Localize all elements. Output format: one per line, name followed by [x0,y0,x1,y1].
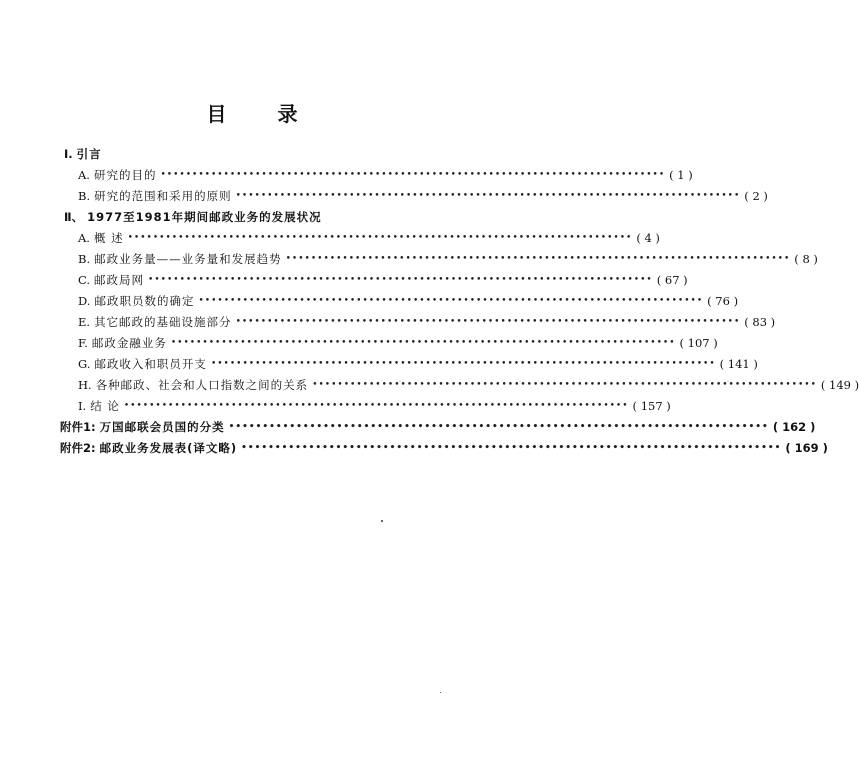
toc-entry-1b [64,185,768,206]
toc-number: G. [78,356,91,371]
toc-page-number: ( 157 ) [632,398,671,413]
toc-number: F. [78,335,88,350]
toc-label: 研究的目的 [93,167,157,182]
toc-label: 邮政业务发展表(译文略) [99,440,238,455]
toc-number: A. [78,167,90,182]
toc-page-number: ( 149 ) [820,377,859,392]
toc-entry-2f [64,332,718,353]
toc-page-number: ( 4 ) [636,230,660,245]
toc-section-2 [64,206,464,227]
toc-page-number: ( 162 ) [772,419,816,434]
leader-dots: •••••••••••••••••••••••••••••••••••••••••••••••••••••••••••••••••••••••••••••••• [235,190,741,201]
leader-dots: •••••••••••••••••••••••••••••••••••••••••••••••••••••••••••••••••••••••••••••••• [241,442,782,453]
toc-entry-2d [64,290,739,311]
leader-dots: •••••••••••••••••••••••••••••••••••••••••••••••••••••••••••••••••••••••••••••••• [148,274,653,285]
toc-page-number: ( 169 ) [785,440,828,455]
toc-entry-1a [64,164,693,185]
toc-appendix-1 [60,416,816,437]
leader-dots: •••••••••••••••••••••••••••••••••••••••••••••••••••••••••••••••••••••••••••••••• [127,232,633,243]
leader-dots: •••••••••••••••••••••••••••••••••••••••••••••••••••••••••••••••••••••••••••••••• [285,253,791,264]
toc-entry-2g [64,353,758,374]
leader-dots: •••••••••••••••••••••••••••••••••••••••••••••••••••••••••••••••••••••••••••••••• [228,421,769,432]
toc-number: B. [78,251,91,266]
toc-number: 附件2: [60,440,96,455]
toc-label: 引言 [76,146,102,161]
toc-label: 概 述 [93,230,124,245]
toc-label: 邮政业务量——业务量和发展趋势 [94,251,282,266]
toc-page-number: ( 2 ) [744,188,768,203]
toc-entry-2h [64,374,859,395]
toc-number: B. [78,188,91,203]
toc-entry-2c [64,269,688,290]
toc-entry-2i [64,395,671,416]
toc-page-number: ( 141 ) [719,356,758,371]
toc-label: 万国邮联会员国的分类 [99,419,225,434]
toc-section-1 [64,143,464,164]
toc-label: 各种邮政、社会和人口指数之间的关系 [95,377,309,392]
toc-label: 其它邮政的基础设施部分 [94,314,232,329]
toc-number: E. [78,314,91,329]
toc-entry-2e [64,311,776,332]
toc-label: 研究的范围和采用的原则 [94,188,232,203]
toc-number: C. [78,272,91,287]
page-title: 目 录 [206,102,320,126]
toc-label: 邮政金融业务 [91,335,167,350]
leader-dots: •••••••••••••••••••••••••••••••••••••••••••••••••••••••••••••••••••••••••••••••• [235,316,741,327]
toc-page-number: ( 76 ) [707,293,739,308]
toc-label: 1977至1981年期间邮政业务的发展状况 [87,209,322,224]
leader-dots: •••••••••••••••••••••••••••••••••••••••••••••••••••••••••••••••••••••••••••••••• [210,358,716,369]
toc-number: H. [78,377,92,392]
toc-number: A. [78,230,90,245]
toc-entry-2b [64,248,818,269]
scan-speck [381,520,383,522]
toc-label: 邮政收入和职员开支 [94,356,207,371]
scan-speck [440,692,441,693]
toc-appendix-2 [60,437,828,458]
toc-entry-2a [64,227,660,248]
toc-number: D. [78,293,91,308]
toc-page-number: ( 67 ) [656,272,688,287]
table-of-contents [60,143,859,458]
toc-number: I. [78,398,87,413]
toc-label: 邮政局网 [94,272,145,287]
leader-dots: •••••••••••••••••••••••••••••••••••••••••••••••••••••••••••••••••••••••••••••••• [312,379,817,390]
leader-dots: •••••••••••••••••••••••••••••••••••••••••••••••••••••••••••••••••••••••••••••••• [170,337,676,348]
toc-label: 邮政职员数的确定 [94,293,195,308]
toc-page-number: ( 1 ) [669,167,693,182]
toc-page-number: ( 8 ) [794,251,818,266]
toc-number: Ⅰ. [64,146,73,161]
leader-dots: •••••••••••••••••••••••••••••••••••••••••••••••••••••••••••••••••••••••••••••••• [198,295,704,306]
toc-page-number: ( 83 ) [744,314,776,329]
leader-dots: •••••••••••••••••••••••••••••••••••••••••••••••••••••••••••••••••••••••••••••••• [160,169,666,180]
toc-label: 结 论 [90,398,120,413]
toc-number: 附件1: [60,419,96,434]
toc-number: Ⅱ、 [64,209,84,224]
leader-dots: •••••••••••••••••••••••••••••••••••••••••••••••••••••••••••••••••••••••••••••••• [123,400,629,411]
toc-page-number: ( 107 ) [679,335,718,350]
